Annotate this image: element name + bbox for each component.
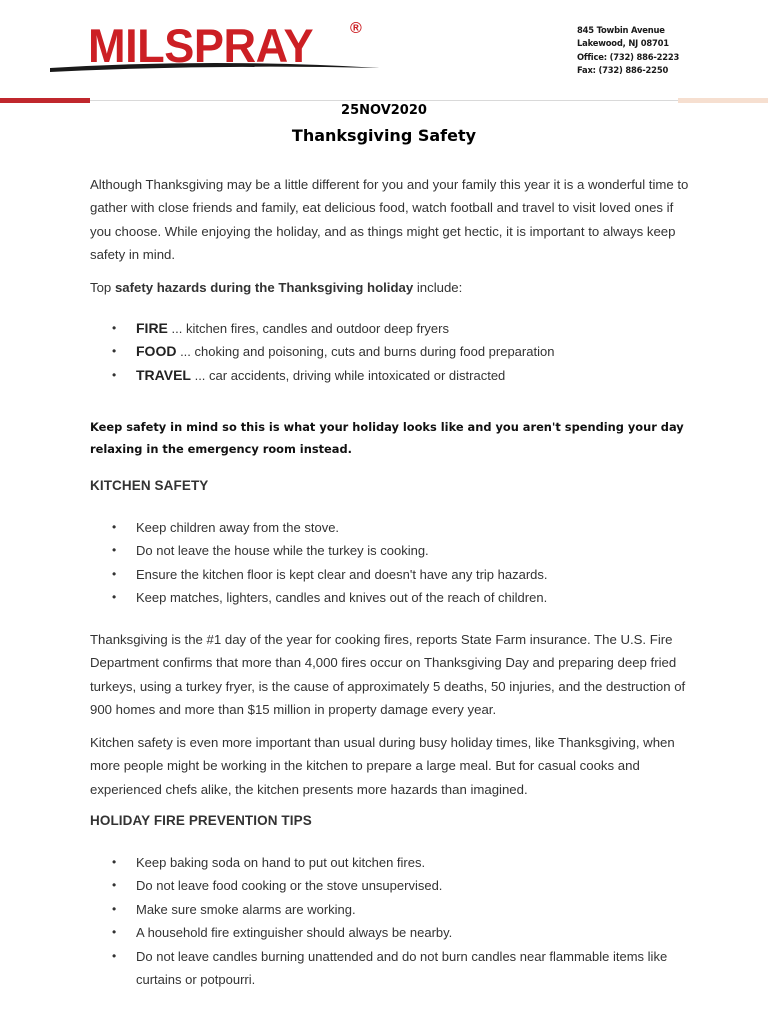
logo-wordmark: MILSPRAY	[88, 19, 314, 72]
hazards-lead-pre: Top	[90, 280, 115, 295]
bullet-icon: •	[112, 855, 117, 869]
intro-paragraph: Although Thanksgiving may be a little different for you and your family this year it is a wonderful time to gather with close friends and family, eat delicious food, watch football and travel to visit loved ones if you choose. While enjoying the holiday, and as things might get hectic, it is important to always keep safety in mind.	[90, 177, 689, 263]
emphasis-paragraph: Keep safety in mind so this is what your holiday looks like and you aren't spending your day relaxing in the emergency room instead.	[90, 420, 684, 456]
list-item-text: Ensure the kitchen floor is kept clear and doesn't have any trip hazards.	[136, 566, 548, 582]
hazard-text: ... kitchen fires, candles and outdoor deep fryers	[167, 321, 449, 336]
list-item-text: Do not leave candles burning unattended and do not burn candles near flammable items like curtains or potpourri.	[136, 948, 668, 988]
list-item	[90, 586, 690, 609]
header-rule-gray	[90, 100, 678, 101]
hazard-text: ... car accidents, driving while intoxicated or distracted	[190, 367, 506, 383]
office-phone: Office: (732) 886-2223	[577, 51, 680, 62]
company-address	[577, 24, 679, 77]
list-item-text: Do not leave the house while the turkey is cooking.	[136, 543, 429, 559]
list-item-text: Keep baking soda on hand to put out kitchen fires.	[136, 855, 426, 870]
list-item	[90, 921, 690, 944]
list-item	[90, 851, 690, 874]
hazards-list	[90, 317, 690, 387]
list-item	[90, 317, 690, 340]
hazard-key: TRAVEL	[136, 366, 191, 383]
address-line: 845 Towbin Avenue	[577, 25, 665, 35]
bullet-icon: •	[112, 590, 117, 605]
list-item	[90, 898, 690, 921]
list-item-text: Make sure smoke alarms are working.	[136, 901, 356, 917]
fires-statistics-paragraph: Thanksgiving is the #1 day of the year for cooking fires, reports State Farm insurance. The U.S. Fire Department confirms that more than 4,000 fires occur on Thanksgiving Day and preparing deep fried turkeys, using a turkey fryer, is the cause of approximately 5 deaths, 50 injuries, and the destruction of 900 homes and more than $15 million in property damage every year.	[90, 632, 686, 718]
list-item	[90, 945, 690, 992]
list-item-text: Keep children away from the stove.	[136, 520, 340, 535]
address-line: Lakewood, NJ 08701	[577, 38, 669, 49]
kitchen-safety-list	[90, 516, 690, 610]
list-item-text: Keep matches, lighters, candles and knives out of the reach of children.	[136, 590, 548, 606]
fire-prevention-heading: HOLIDAY FIRE PREVENTION TIPS	[90, 813, 312, 828]
hazards-lead-post: include:	[413, 280, 463, 295]
hazards-lead	[90, 276, 690, 299]
kitchen-safety-paragraph: Kitchen safety is even more important than usual during busy holiday times, like Thanksgiving, when more people might be working in the kitchen to prepare a large meal. But for casual cooks and experienced chefs alike, the kitchen presents more hazards than imagined.	[90, 735, 675, 797]
bullet-icon: •	[112, 344, 117, 359]
list-item	[90, 364, 690, 387]
bullet-icon: •	[112, 367, 117, 382]
bullet-icon: •	[112, 901, 117, 916]
document-title: Thanksgiving Safety	[291, 126, 477, 145]
milspray-logo	[50, 16, 380, 78]
bullet-icon: •	[112, 543, 117, 558]
bullet-icon: •	[112, 925, 117, 940]
hazard-key: FIRE	[136, 320, 168, 336]
hazard-key: FOOD	[136, 343, 177, 360]
bullet-icon: •	[112, 878, 117, 893]
list-item-text: Do not leave food cooking or the stove unsupervised.	[136, 878, 443, 894]
fax-number: Fax: (732) 886-2250	[577, 64, 669, 75]
bullet-icon: •	[112, 566, 117, 581]
kitchen-safety-heading: KITCHEN SAFETY	[90, 478, 209, 493]
list-item	[90, 874, 690, 897]
list-item	[90, 539, 690, 562]
hazard-text: ... choking and poisoning, cuts and burns during food preparation	[176, 344, 555, 360]
hazards-lead-bold: safety hazards during the Thanksgiving holiday	[114, 280, 414, 295]
list-item	[90, 516, 690, 539]
document-date: 25NOV2020	[341, 103, 427, 118]
bullet-icon: •	[112, 948, 117, 963]
list-item	[90, 340, 690, 363]
list-item-text: A household fire extinguisher should always be nearby.	[136, 925, 453, 941]
registered-mark: ®	[350, 20, 362, 37]
list-item	[90, 563, 690, 586]
fire-prevention-list	[90, 851, 690, 991]
bullet-icon: •	[112, 520, 117, 534]
bullet-icon: •	[112, 321, 117, 335]
